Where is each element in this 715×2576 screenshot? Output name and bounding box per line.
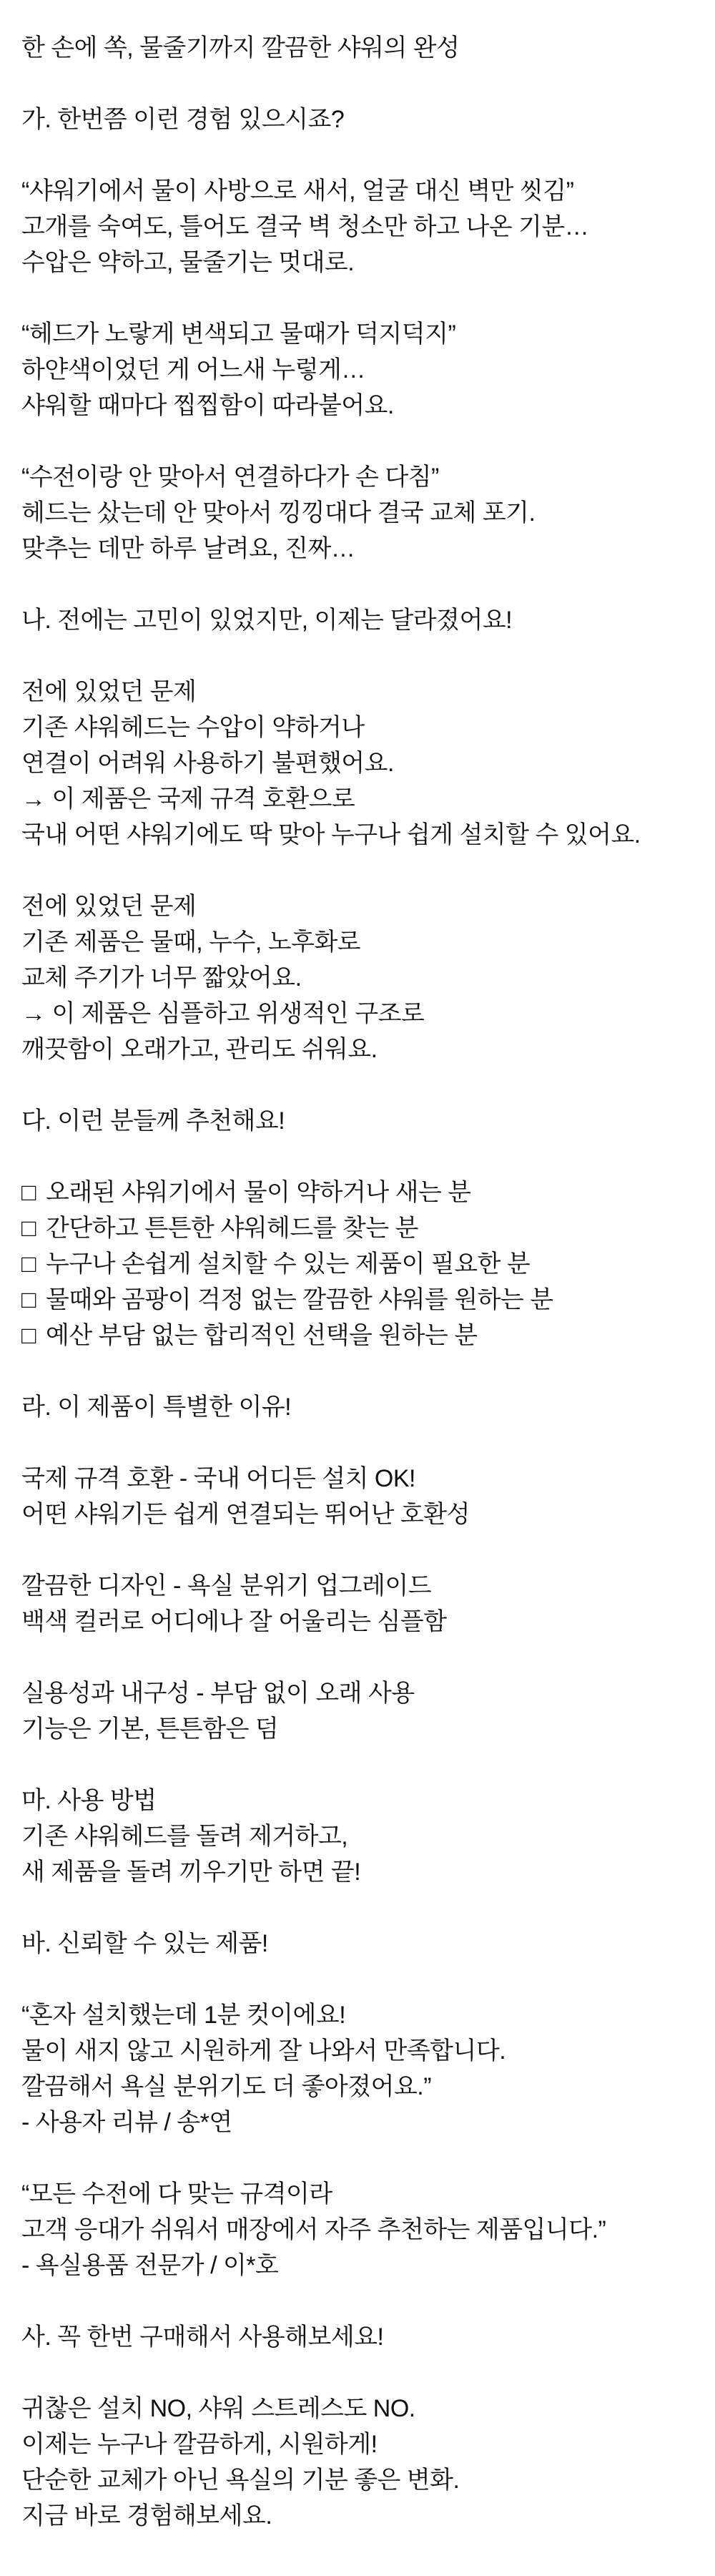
- text-line: 이제는 누구나 깔끔하게, 시원하게!: [21, 2431, 378, 2458]
- text-line: 백색 컬러로 어디에나 잘 어울리는 심플함: [21, 1608, 447, 1635]
- text-line: 가. 한번쯤 이런 경험 있으시죠?: [21, 106, 345, 133]
- section-heading: [21, 2319, 694, 2355]
- text-line: “모든 수전에 다 맞는 규격이라: [21, 2180, 332, 2208]
- text-line: 바. 신뢰할 수 있는 제품!: [21, 1930, 268, 1957]
- paragraph: [21, 316, 694, 423]
- text-line: 새 제품을 돌려 끼우기만 하면 끝!: [21, 1858, 361, 1886]
- text-line: 기존 샤워헤드는 수압이 약하거나: [21, 714, 365, 741]
- text-line: 전에 있었던 문제: [21, 678, 197, 705]
- text-line: 한 손에 쏙, 물줄기까지 깔끔한 샤워의 완성: [21, 34, 460, 62]
- paragraph: [21, 888, 694, 1067]
- text-line: 국제 규격 호환 - 국내 어디든 설치 OK!: [21, 1465, 415, 1492]
- text-line: 고객 응대가 쉬워서 매장에서 자주 추천하는 제품입니다.”: [21, 2216, 606, 2243]
- page-title: [21, 30, 694, 66]
- section-heading: [21, 602, 694, 638]
- text-line: 수압은 약하고, 물줄기는 멋대로.: [21, 249, 355, 276]
- paragraph: [21, 1568, 694, 1640]
- text-line: 샤워할 때마다 찝찝함이 따라붙어요.: [21, 392, 394, 419]
- checklist-item-label: 간단하고 튼튼한 샤워헤드를 찾는 분: [46, 1215, 418, 1242]
- paragraph: [21, 1783, 694, 1890]
- text-line: 어떤 샤워기든 쉽게 연결되는 뛰어난 호환성: [21, 1501, 470, 1528]
- section-heading: [21, 1103, 694, 1139]
- text-line: 라. 이 제품이 특별한 이유!: [21, 1394, 292, 1421]
- text-line: 연결이 어려워 사용하기 불편했어요.: [21, 750, 394, 777]
- text-line: 사. 꼭 한번 구매해서 사용해보세요!: [21, 2323, 384, 2351]
- text-line: 지금 바로 경험해보세요.: [21, 2502, 272, 2530]
- checklist-item: [21, 1246, 694, 1282]
- text-line: 귀찮은 설치 NO, 샤워 스트레스도 NO.: [21, 2395, 415, 2422]
- checklist-item-label: 물때와 곰팡이 걱정 없는 깔끔한 샤워를 원하는 분: [46, 1286, 553, 1313]
- text-line: 하얀색이었던 게 어느새 누렇게…: [21, 356, 365, 383]
- paragraph: [21, 674, 694, 853]
- text-line: “혼자 설치했는데 1분 컷이에요!: [21, 2002, 346, 2029]
- text-line: - 사용자 리뷰 / 송*연: [21, 2109, 232, 2136]
- text-line: 깨끗함이 오래가고, 관리도 쉬워요.: [21, 1036, 378, 1063]
- checkbox-icon: □: [21, 1179, 36, 1206]
- text-line: - 욕실용품 전문가 / 이*호: [21, 2252, 279, 2279]
- checklist-item-label: 오래된 샤워기에서 물이 약하거나 새는 분: [46, 1179, 471, 1206]
- section-heading: [21, 1926, 694, 1962]
- text-line: “헤드가 노랗게 변색되고 물때가 덕지덕지”: [21, 320, 456, 348]
- checklist-item-label: 예산 부담 없는 합리적인 선택을 원하는 분: [46, 1322, 478, 1349]
- text-line: “수전이랑 안 맞아서 연결하다가 손 다침”: [21, 464, 439, 491]
- text-line: 기능은 기본, 튼튼함은 덤: [21, 1715, 279, 1743]
- checkbox-icon: □: [21, 1286, 36, 1313]
- checkbox-icon: □: [21, 1250, 36, 1278]
- checklist-item-label: 누구나 손쉽게 설치할 수 있는 제품이 필요한 분: [46, 1250, 531, 1278]
- text-line: 실용성과 내구성 - 부담 없이 오래 사용: [21, 1680, 415, 1707]
- text-line: 깔끔해서 욕실 분위기도 더 좋아졌어요.”: [21, 2073, 432, 2100]
- paragraph: [21, 1997, 694, 2140]
- text-line: 기존 제품은 물때, 누수, 노후화로: [21, 929, 361, 956]
- section-heading: [21, 1389, 694, 1425]
- paragraph: [21, 173, 694, 280]
- text-line: 깔끔한 디자인 - 욕실 분위기 업그레이드: [21, 1572, 432, 1600]
- checklist-item: [21, 1210, 694, 1246]
- text-line: 물이 새지 않고 시원하게 잘 나와서 만족합니다.: [21, 2037, 506, 2065]
- checkbox-icon: □: [21, 1322, 36, 1349]
- text-line: 맞추는 데만 하루 날려요, 진짜…: [21, 535, 355, 562]
- text-line: 단순한 교체가 아닌 욕실의 기분 좋은 변화.: [21, 2467, 460, 2494]
- text-line: 마. 사용 방법: [21, 1787, 157, 1814]
- text-line: 나. 전에는 고민이 있었지만, 이제는 달라졌어요!: [21, 607, 513, 634]
- text-line: 교체 주기가 너무 짧았어요.: [21, 964, 302, 991]
- checkbox-icon: □: [21, 1215, 36, 1242]
- text-line: 고개를 숙여도, 틀어도 결국 벽 청소만 하고 나온 기분…: [21, 213, 589, 240]
- text-line: 기존 샤워헤드를 돌려 제거하고,: [21, 1823, 348, 1850]
- paragraph: [21, 2176, 694, 2283]
- text-line: → 이 제품은 심플하고 위생적인 구조로: [21, 1000, 425, 1027]
- checklist-item: [21, 1175, 694, 1210]
- paragraph: [21, 1461, 694, 1532]
- section-heading: [21, 102, 694, 137]
- checklist-item: [21, 1282, 694, 1318]
- checklist: [21, 1175, 694, 1353]
- text-line: → 이 제품은 국제 규격 호환으로: [21, 785, 355, 813]
- paragraph: [21, 1675, 694, 1747]
- text-line: 다. 이런 분들께 추천해요!: [21, 1107, 285, 1135]
- paragraph: [21, 2391, 694, 2534]
- text-line: 전에 있었던 문제: [21, 893, 197, 920]
- text-line: 국내 어떤 샤워기에도 딱 맞아 누구나 쉽게 설치할 수 있어요.: [21, 821, 641, 848]
- checklist-item: [21, 1318, 694, 1353]
- text-line: 헤드는 샀는데 안 맞아서 낑낑대다 결국 교체 포기.: [21, 499, 536, 527]
- paragraph: [21, 459, 694, 567]
- text-line: “샤워기에서 물이 사방으로 새서, 얼굴 대신 벽만 씻김”: [21, 177, 574, 205]
